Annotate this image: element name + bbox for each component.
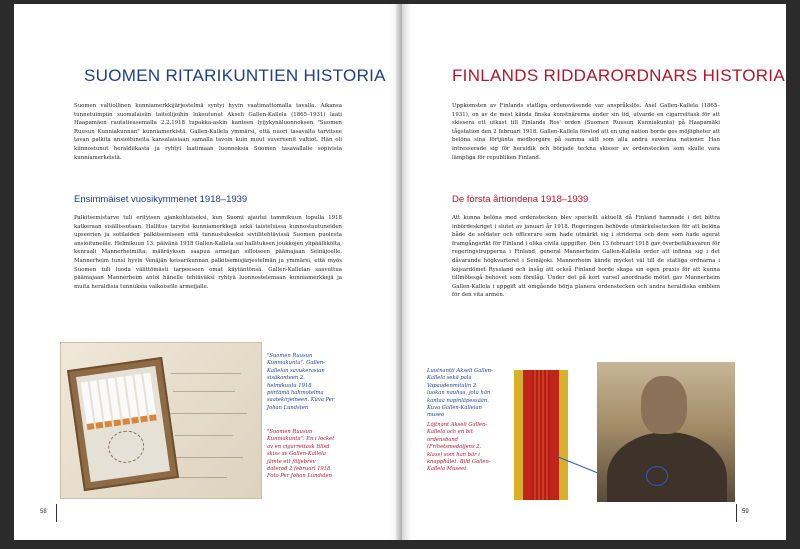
section-heading-finnish: Ensimmäiset vuosikymmenet 1918–1939 xyxy=(74,194,248,205)
intro-paragraph-swedish: Uppkomsten av Finlands statliga ordensväsende var anspråkslös. Axel Gallen-Kallela (1865–1931), en av de mest kända finska konstnärerna under sin tid, utvarde en cigarrettask för att skissera ett utkast till Finlands Ros' orden (Suomen Ruusun Kunniakunta) på Haapamäki tågstation den 2 februari 1918. Gallen-Kallela förstod att en ung nation borde ges möjligheter att belöna sina förtjänta medborgare på samma sätt som alla andra suveräna nationer. Han intresserade sig för heraldik och började teckna skisser av ordenstecken som skulle vara lämpliga för republiken Finland. xyxy=(452,103,720,161)
page-title-swedish: FINLANDS RIDDARORDNARS HISTORIA xyxy=(452,66,785,85)
body-paragraph-finnish: Palkitsemistarve tuli erityisen ajankohtaiseksi, kun Suomi ajautui tammikuun lopulla 1918 katkeraan sisällissotaan. Hallitus tarvitsi kunniamerkkejä sekä taisteluissa kunnostautuneiden upseerien ja sotilaiden palkitsemiseen että tunnustukseksi siviilitehtävissä Suomen puolesta ansioituneille. Helmikuun 13. päivänä 1918 Gallen-Kallela sai hallituksen joukkojen ylipäällikölta, kenraali Mannerheimilta, määräyksen saapua armeijan silloiseen päämajaan Seinäjoelle. Mannerheim tunsi hyvin Venäjän keisarikunnan palkitsemisjärjestelmän ja ymmärsi, että myös Suomen tuli luoda välittömästi tarpeeseen omat käytäntönsä. Gallen-Kallelan saavuttua päämajaan Mannerheim antoi hänelle tehtäväksi ryhtyä luonnostelemaan kunniamerkkejä ja muita heraldisia tunnuksia valkoiselle armeijalle. xyxy=(74,215,342,290)
page-number: 58 xyxy=(40,509,47,515)
portrait-caption-swedish: Löjtnant Akseli Gallen-Kallela och en bit ordensband (Frihetsmedaljens 2. klass) som han bär i knapphålet. Bild Gallen-Kallela Museet xyxy=(427,422,491,473)
page-number-rule xyxy=(736,504,737,522)
medal-ribbon-photo xyxy=(514,370,568,500)
page-number: 59 xyxy=(742,509,749,515)
photo-caption-swedish: "Suomen Ruusun Kunniakunta". En i locket av en cigarrettask tillsd skiss av Gallen-Kallela jämte ett följebrev daterad 2 februari 1918. Foto Per Johan Lundsten xyxy=(267,429,335,480)
rose-emblem-sketch xyxy=(106,428,146,465)
left-page xyxy=(14,4,402,540)
photo-caption-finnish: "Suomen Ruusun Kunniakunta". Gallen-Kallelan savukerasian sisäkanteen 2. helmikuuta 1918 piirtämä hahmotelma saatekirjeineen. Kuva Per Johan Lundsten xyxy=(267,353,335,411)
section-heading-swedish: De första årtiondena 1918–1939 xyxy=(452,194,589,205)
intro-paragraph-finnish: Suomen valtiollinen kunniamerkkijärjestelmä syntyi hyvin vaatimattomalla tavalla. Aikansa tunnetuimpiin suomalaisiin taiteilijoihin lukeutunut Akseli Gallen-Kallela (1865–1931) laati Haapamäen rautatieasemalla 2.2.1918 tupakka-askin kanteen lyijykynäluonnoksen "Suomen Ruusun Kunniakunnan" kunniamerkistä. Gallen-Kallela ymmärsi, että nuori tasavalta tarvitsee tavan palkita ansioituneita kansalaisiaan samalla tavoin kuin muut suvereenit valtiot. Hän oli kiinnostunut heraldiikasta ja ryhtyi laatimaan luonnoksia Suomen tasavallalle sopivista kunniamerkeistä. xyxy=(74,103,342,161)
ribbon-highlight-circle xyxy=(646,466,668,486)
portrait-caption-finnish: Luutnantti Akseli Gallen-Kallela sekä pala Vapaudenmitalin 2. luokan nauhaa, jota hän kantaa napinläpessään. Kuva Gallen-Kallelan museo xyxy=(427,368,493,419)
gallen-kallela-portrait-photo xyxy=(597,362,735,502)
body-paragraph-swedish: Att kunna belöna med ordenstecken blev speciellt aktuellt då Finland hamnade i det bittra inbördeskriget i slutet av januari år 1918. Regeringen behövde utmärkelsetecken för att belöna både de soldater och officerare som hade utmärkt sig i striderna och dem som hade agerat framgångsrikt för Finland i olika civila uppgifter. Den 13 februari 1918 gav överbefälhavaren för regeringstrupperna i Finland, general Mannerheim Gallen-Kallela order att infinna sig i det dåvarande högkvarteret i Seinäjoki. Mannerheim kände mycket väl till de statliga ordnarna i kejsardömet Ryssland och insåg att också Finland borde skapa sin egen praxis för att kunna tillmötesgå behovet som förelåg. Under det på kort varsel anordnade mötet gav Mannerheim Gallen-Kallela i uppgift att omgående börja planera ordenstecken och andra heraldiska emblem för den vita armén. xyxy=(452,215,720,299)
right-page xyxy=(402,4,786,540)
cigarette-box xyxy=(67,357,179,491)
page-title-finnish: SUOMEN RITARIKUNTIEN HISTORIA xyxy=(84,66,386,85)
page-number-rule xyxy=(56,504,57,522)
cigarette-box-sketch-photo xyxy=(60,342,262,499)
